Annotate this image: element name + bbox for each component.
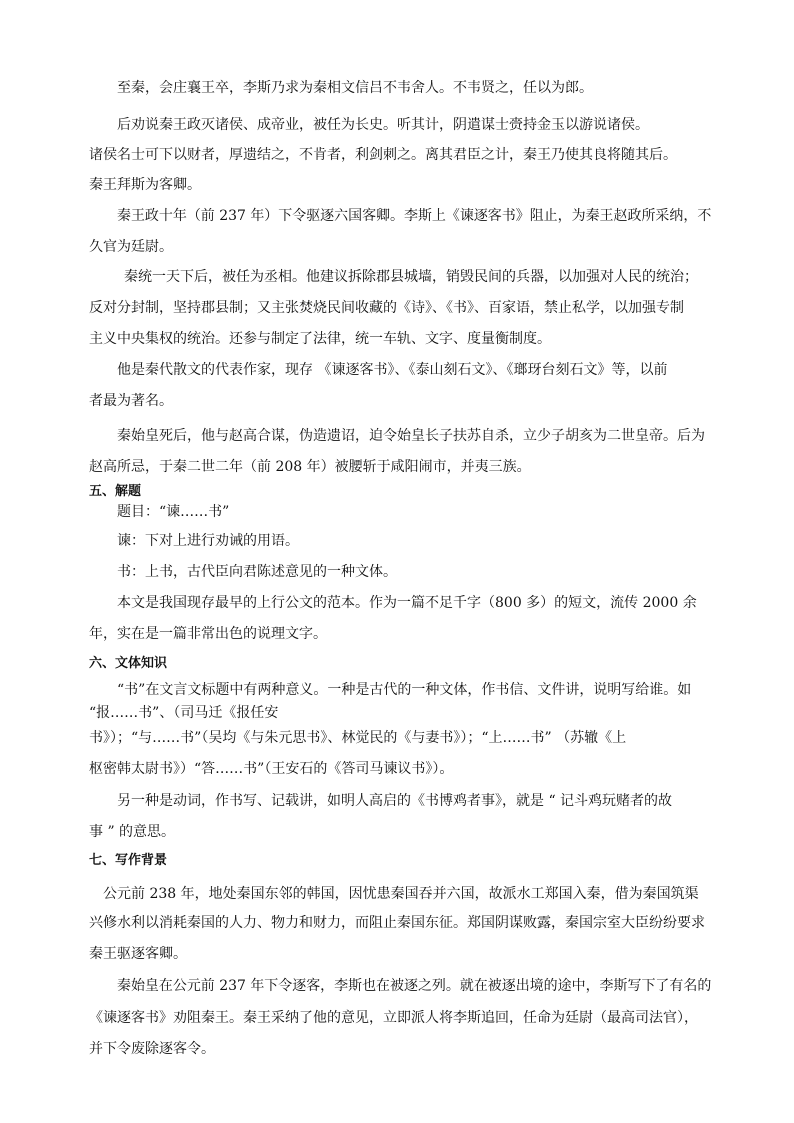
text-line: 秦王政十年（前 237 年）下令驱逐六国客卿。李斯上《谏逐客书》阻止，为秦王赵政所采纳，不 [117, 208, 712, 224]
text-line: 反对分封制，坚持郡县制；又主张焚烧民间收藏的《诗》、《书》、百家语，禁止私学，以加强专制 [89, 300, 684, 316]
text-line: 他是秦代散文的代表作家，现存 《谏逐客书》、《泰山刻石文》、《瑯玡台刻石文》等，以前 [117, 362, 668, 378]
text-line: 后劝说秦王政灭诸侯、成帝业，被任为长史。听其计，阴遣谋士赍持金玉以游说诸侯。 [117, 117, 649, 133]
text-line: 本文是我国现存最早的上行公文的范本。作为一篇不足千字（800 多）的短文，流传 2000 余 [117, 595, 697, 611]
section-heading: 五、解题 [89, 484, 142, 499]
text-line: 秦统一天下后，被任为丞相。他建议拆除郡县城墙，销毁民间的兵器，以加强对人民的统治； [124, 269, 698, 285]
text-line: 事 ” 的意思。 [89, 824, 176, 840]
text-line: 秦王驱逐客卿。 [89, 946, 187, 962]
text-line: 枢密韩太尉书》）“答……书”（王安石的《答司马谏议书》）。 [89, 761, 454, 777]
text-line: 题目：“谏……书” [117, 504, 230, 520]
text-line: 《谏逐客书》劝阻秦王。秦王采纳了他的意见，立即派人将李斯追回，任命为廷尉（最高司法官）， [89, 1010, 698, 1026]
text-line: “报……书”、（司马迁《报任安 [89, 705, 279, 721]
text-line: “书”在文言文标题中有两种意义。一种是古代的一种文体，作书信、文件讲，说明写给谁。如 [117, 682, 692, 698]
text-line: 并下令废除逐客令。 [89, 1041, 215, 1057]
text-line: 秦始皇死后，他与赵高合谋，伪造遗诏，迫令始皇长子扶苏自杀，立少子胡亥为二世皇帝。后为 [117, 428, 705, 444]
text-line: 年，实在是一篇非常出色的说理文字。 [89, 626, 327, 642]
text-line: 秦始皇在公元前 237 年下令逐客，李斯也在被逐之列。就在被逐出境的途中，李斯写下了有名的 [117, 978, 712, 994]
text-line: 书》）；“与……书”（吴均《与朱元思书》、林觉民的《与妻书》）；“上……书” （苏辙《上 [89, 730, 627, 746]
text-line: 赵高所忌，于秦二世二年（前 208 年）被腰斩于咸阳闹市，并夷三族。 [89, 459, 531, 475]
text-line: 主义中央集权的统治。还参与制定了法律，统一车轨、文字、度量衡制度。 [89, 331, 551, 347]
text-line: 秦王拜斯为客卿。 [89, 177, 201, 193]
text-line: 书：上书，古代臣向君陈述意见的一种文体。 [117, 564, 397, 580]
text-line: 谏：下对上进行劝诫的用语。 [117, 533, 299, 549]
text-line: 兴修水利以消耗秦国的人力、物力和财力，而阻止秦国东征。郑国阴谋败露，秦国宗室大臣纷纷要求 [89, 915, 705, 931]
text-line: 公元前 238 年，地处秦国东邻的韩国，因忧患秦国吞并六国，故派水工郑国入秦，借为秦国筑渠 [103, 886, 699, 902]
text-line: 久官为廷尉。 [89, 239, 173, 255]
text-line: 者最为著名。 [89, 393, 173, 409]
section-heading: 七、写作背景 [89, 853, 168, 868]
text-line: 另一种是动词，作书写、记载讲，如明人高启的《书博鸡者事》，就是 “ 记斗鸡玩赌者的故 [117, 793, 673, 809]
section-heading: 六、文体知识 [89, 656, 168, 671]
text-line: 至秦，会庄襄王卒，李斯乃求为秦相文信吕不韦舍人。不韦贤之，任以为郎。 [117, 80, 593, 96]
text-line: 诸侯名士可下以财者，厚遗结之，不肯者，利剑刺之。离其君臣之计，秦王乃使其良将随其后。 [89, 147, 677, 163]
